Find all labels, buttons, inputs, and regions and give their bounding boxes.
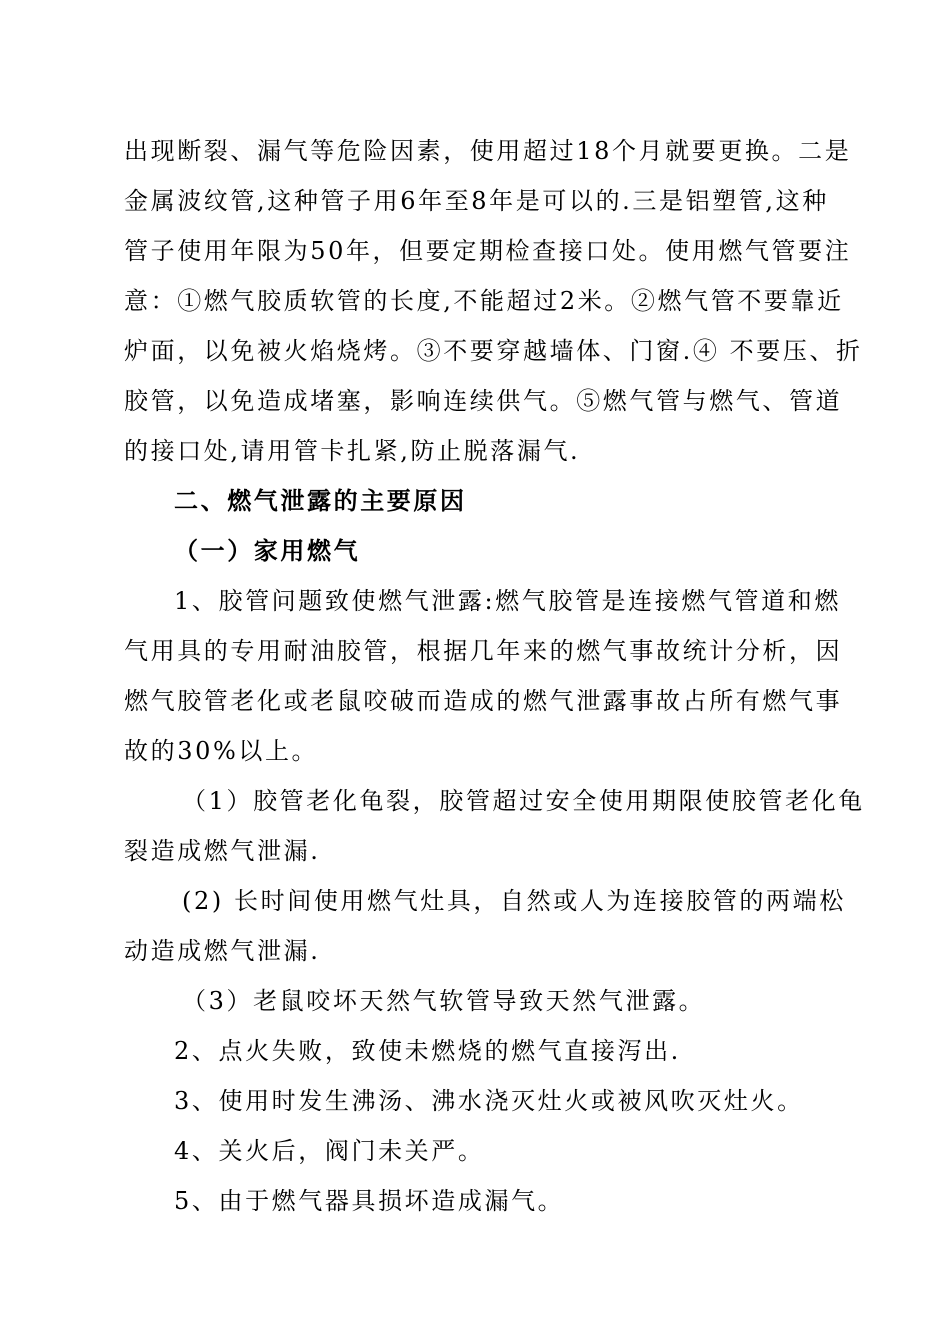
paragraph-line: 出现断裂、漏气等危险因素，使用超过18个月就要更换。二是 <box>124 137 852 165</box>
paragraph-line: (2) 长时间使用燃气灶具，自然或人为连接胶管的两端松 <box>182 887 846 915</box>
list-item: 3、使用时发生沸汤、沸水浇灭灶火或被风吹灭灶火。 <box>174 1087 804 1115</box>
paragraph-line: 金属波纹管,这种管子用6年至8年是可以的.三是铝塑管,这种 <box>124 187 829 215</box>
list-item: 4、关火后，阀门未关严。 <box>174 1137 485 1165</box>
list-item: 5、由于燃气器具损坏造成漏气。 <box>174 1187 565 1215</box>
paragraph-line: 裂造成燃气泄漏. <box>124 837 321 865</box>
paragraph-line: 胶管，以免造成堵塞，影响连续供气。⑤燃气管与燃气、管道 <box>124 387 843 415</box>
subsection-heading: （一）家用燃气 <box>174 537 361 565</box>
paragraph-line: 故的30%以上。 <box>124 737 319 765</box>
list-item: 2、点火失败，致使未燃烧的燃气直接泻出. <box>174 1037 681 1065</box>
paragraph-line: 动造成燃气泄漏. <box>124 937 321 965</box>
paragraph-line: 燃气胶管老化或老鼠咬破而造成的燃气泄露事故占所有燃气事 <box>124 687 843 715</box>
paragraph-line: （3）老鼠咬坏天然气软管导致天然气泄露。 <box>182 987 706 1015</box>
paragraph-line: （1）胶管老化龟裂，胶管超过安全使用期限使胶管老化龟 <box>182 787 865 815</box>
paragraph-line: 1、胶管问题致使燃气泄露:燃气胶管是连接燃气管道和燃 <box>174 587 841 615</box>
section-heading: 二、燃气泄露的主要原因 <box>174 487 467 515</box>
paragraph-line: 意：①燃气胶质软管的长度,不能超过2米。②燃气管不要靠近 <box>124 287 844 315</box>
paragraph-line: 管子使用年限为50年，但要定期检查接口处。使用燃气管要注 <box>124 237 852 265</box>
paragraph-line: 的接口处,请用管卡扎紧,防止脱落漏气. <box>124 437 581 465</box>
paragraph-line: 气用具的专用耐油胶管，根据几年来的燃气事故统计分析，因 <box>124 637 843 665</box>
paragraph-line: 炉面，以免被火焰烧烤。③不要穿越墙体、门窗.④ 不要压、折 <box>124 337 863 365</box>
